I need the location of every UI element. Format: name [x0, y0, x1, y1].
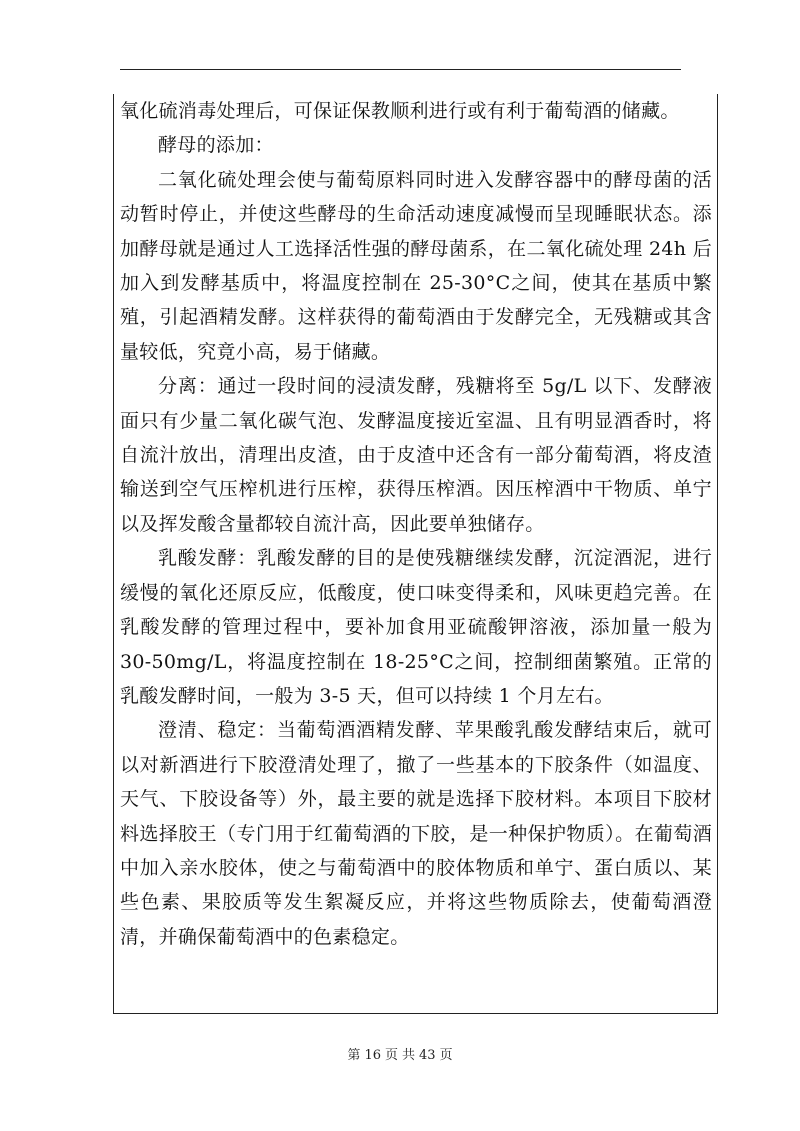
page-footer	[0, 1044, 800, 1063]
footer-page-word: 页	[384, 1048, 398, 1063]
document-body	[120, 94, 712, 954]
footer-prefix: 第	[347, 1048, 361, 1063]
footer-current-page: 16	[364, 1048, 381, 1063]
footer-total-pages: 43	[419, 1048, 436, 1063]
paragraph-lactic-fermentation: 乳酸发酵：乳酸发酵的目的是使残糖继续发酵，沉淀酒泥，进行缓慢的氧化还原反应，低酸度，使口味变得柔和，风味更趋完善。在乳酸发酵的管理过程中，要补加食用亚硫酸钾溶液，添加量一般为 30-50mg/L，将温度控制在 18-25°C之间，控制细菌繁殖。正常的乳酸发酵时间，一般为 3-5 天，但可以持续 1 个月左右。	[120, 547, 712, 707]
paragraph-separation: 分离：通过一段时间的浸渍发酵，残糖将至 5g/L 以下、发酵液面只有少量二氧化碳气泡、发酵温度接近室温、且有明显酒香时，将自流汁放出，清理出皮渣，由于皮渣中还含有一部分葡萄酒，将皮渣输送到空气压榨机进行压榨，获得压榨酒。因压榨酒中干物质、单宁以及挥发酸含量都较自流汁高，因此要单独储存。	[120, 375, 712, 535]
paragraph-continuation: 氧化硫消毒处理后，可保证保教顺利进行或有利于葡萄酒的储藏。	[120, 100, 680, 122]
header-rule	[120, 69, 681, 70]
paragraph-clarification: 澄清、稳定：当葡萄酒酒精发酵、苹果酸乳酸发酵结束后，就可以对新酒进行下胶澄清处理了，撤了一些基本的下胶条件（如温度、天气、下胶设备等）外，最主要的就是选择下胶材料。本项目下胶材料选择胶王（专门用于红葡萄酒的下胶，是一种保护物质）。在葡萄酒中加入亲水胶体，使之与葡萄酒中的胶体物质和单宁、蛋白质以、某些色素、果胶质等发生絮凝反应，并将这些物质除去，使葡萄酒澄清，并确保葡萄酒中的色素稳定。	[120, 719, 712, 948]
paragraph-yeast-heading: 酵母的添加：	[158, 134, 274, 157]
footer-total-word: 共	[402, 1048, 416, 1063]
paragraph-yeast-addition: 二氧化硫处理会使与葡萄原料同时进入发酵容器中的酵母菌的活动暂时停止，并使这些酵母的生命活动速度减慢而呈现睡眠状态。添加酵母就是通过人工选择活性强的酵母菌系，在二氧化硫处理 24h 后加入到发酵基质中，将温度控制在 25-30°C之间，使其在基质中繁殖，引起酒精发酵。这样获得的葡萄酒由于发酵完全，无残糖或其含量较低，究竟小高，易于储藏。	[120, 168, 712, 363]
footer-suffix: 页	[439, 1048, 453, 1063]
